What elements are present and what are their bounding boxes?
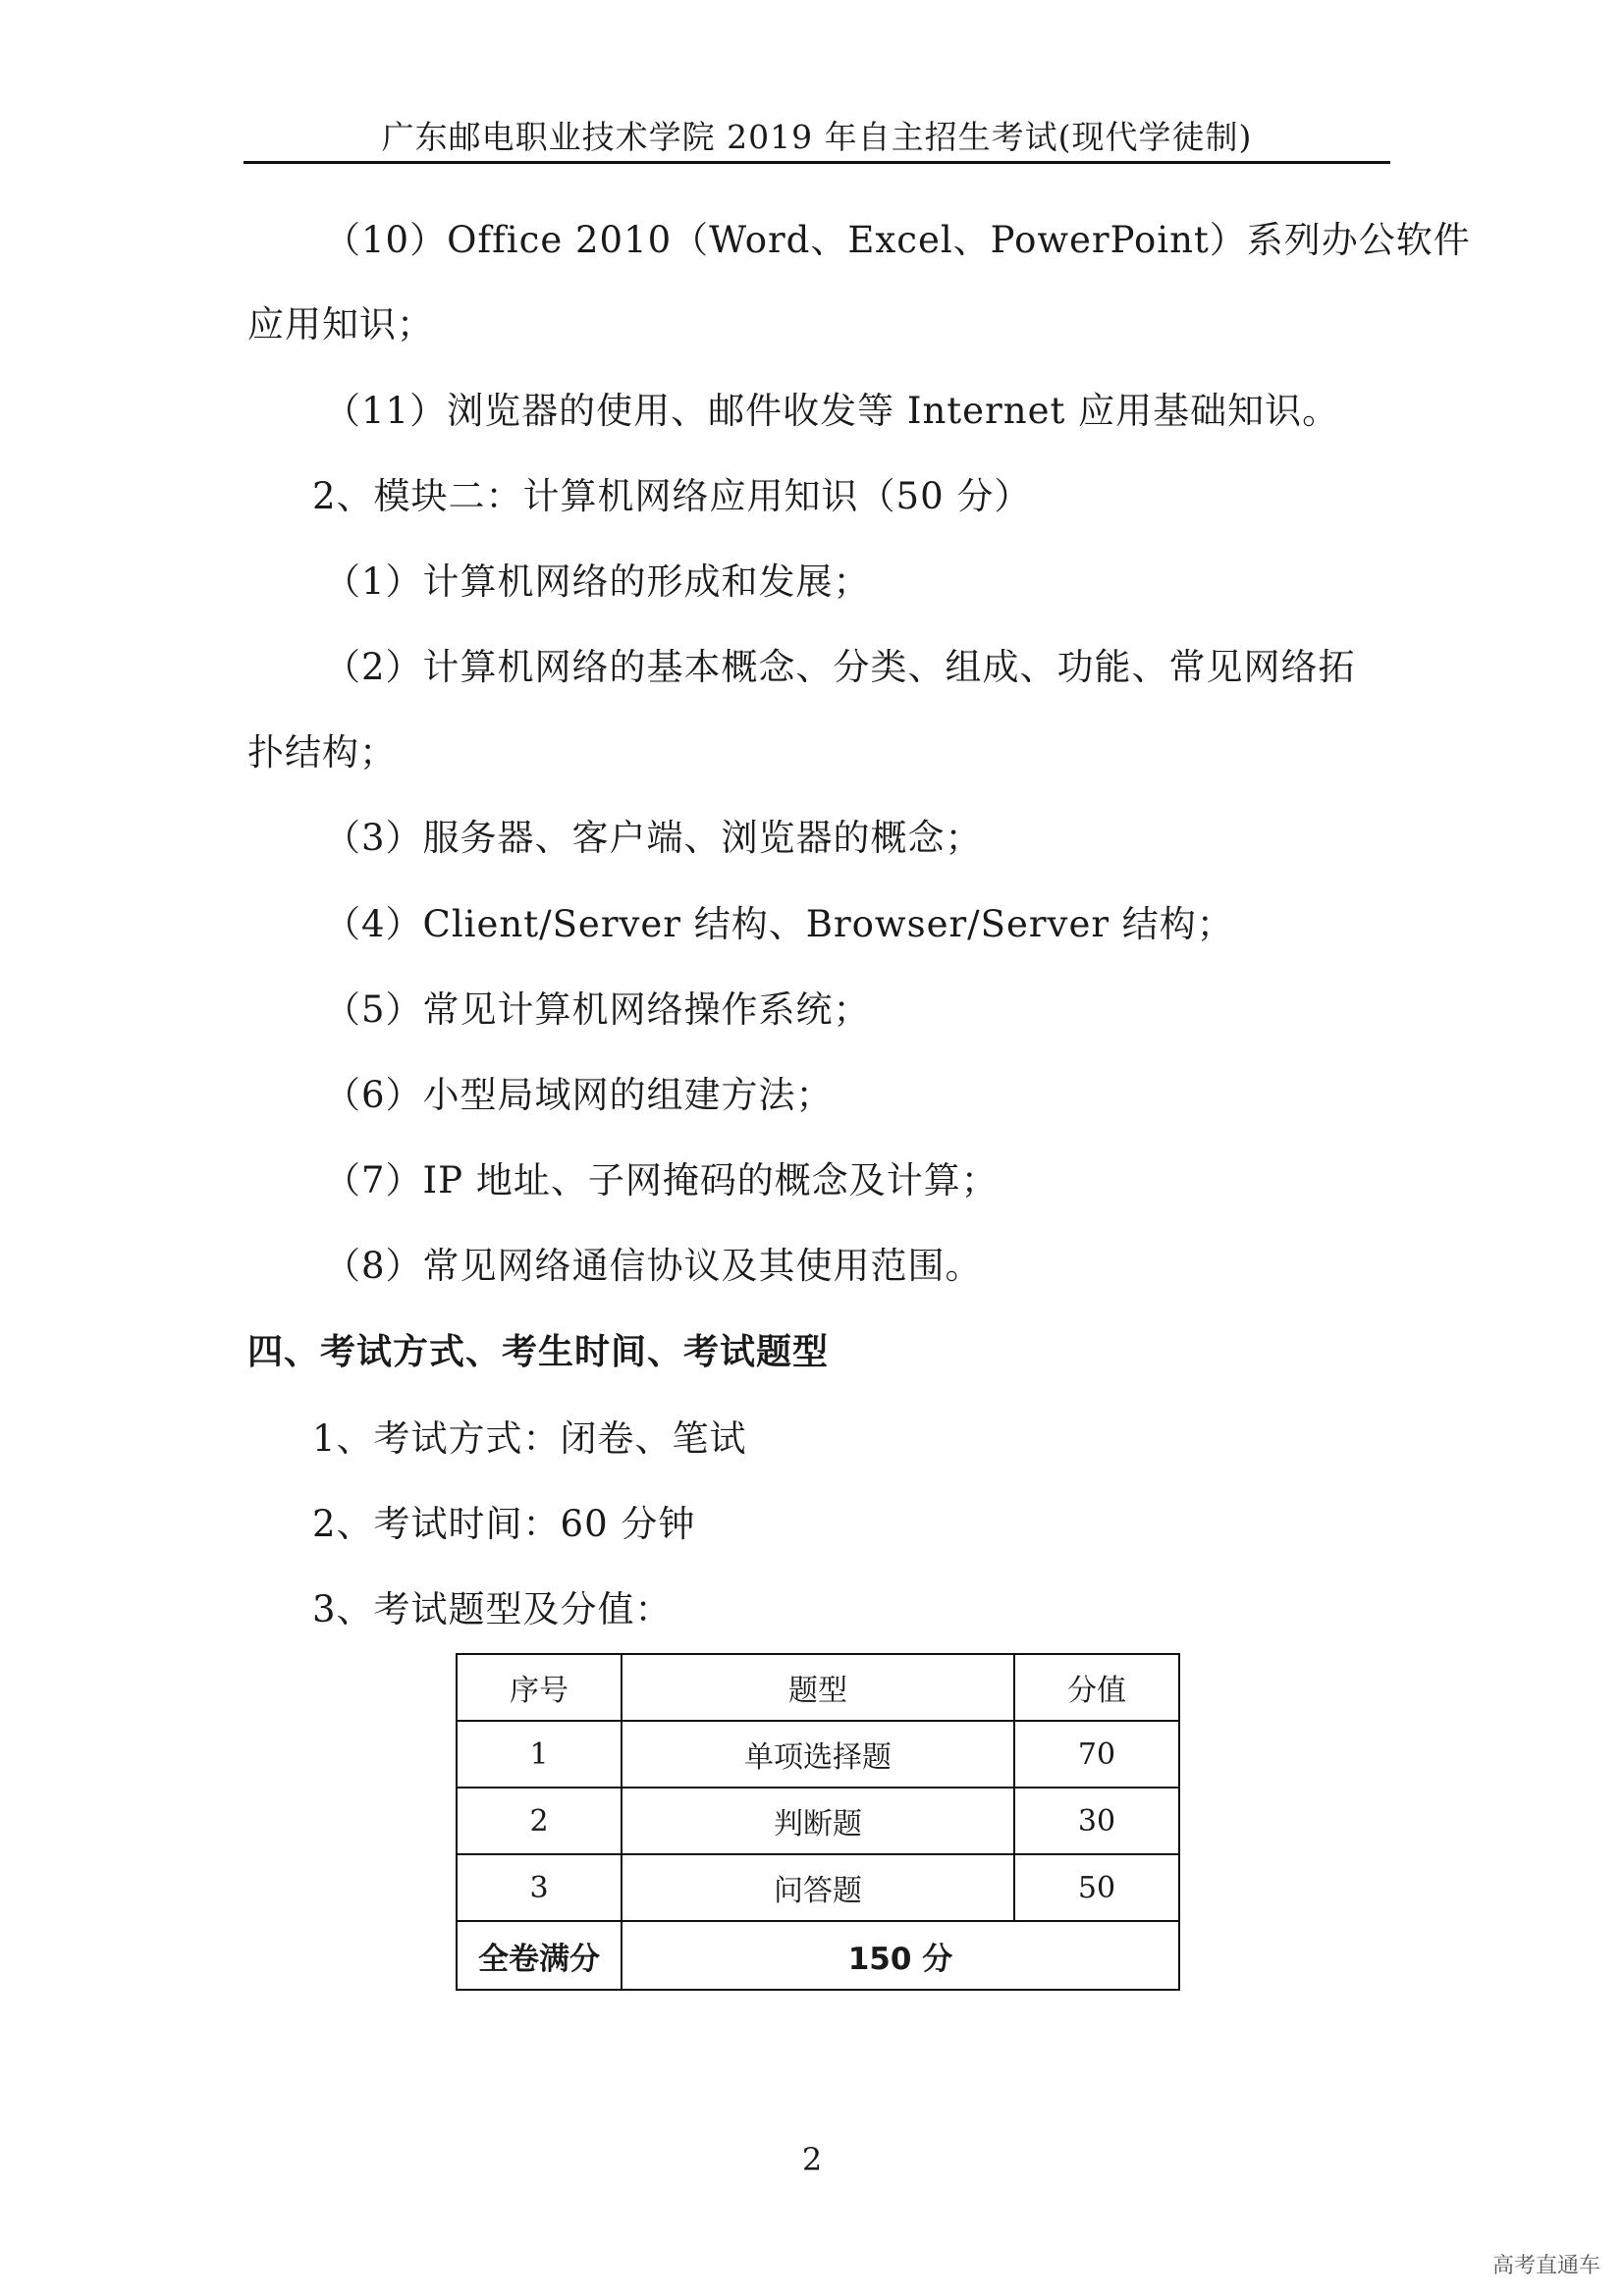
- table-cell: 3: [457, 1854, 622, 1921]
- module-2-item-8: （8）常见网络通信协议及其使用范围。: [324, 1245, 983, 1287]
- table-row: [457, 1788, 1179, 1854]
- module-2-item-1: （1）计算机网络的形成和发展；: [324, 561, 871, 603]
- item-11: （11）浏览器的使用、邮件收发等 Internet 应用基础知识。: [324, 390, 1340, 432]
- total-label-cell: 全卷满分: [457, 1921, 622, 1990]
- table-total-row: [457, 1921, 1179, 1990]
- table-row: [457, 1854, 1179, 1921]
- table-header-row: [457, 1654, 1179, 1721]
- table-cell: 50: [1014, 1854, 1179, 1921]
- module-2-item-5: （5）常见计算机网络操作系统；: [324, 988, 871, 1031]
- section-4-heading: 四、考试方式、考生时间、考试题型: [247, 1332, 830, 1372]
- item-10-line-1: （10）Office 2010（Word、Excel、PowerPoint）系列办公软件: [324, 219, 1471, 261]
- header-divider: [244, 161, 1390, 164]
- item-10-line-2: 应用知识；: [247, 303, 434, 346]
- page-number: 2: [801, 2141, 823, 2178]
- exam-duration: 2、考试时间：60 分钟: [312, 1503, 696, 1545]
- module-2-item-4: （4）Client/Server 结构、Browser/Server 结构；: [324, 903, 1234, 945]
- table-cell: 问答题: [622, 1854, 1014, 1921]
- total-value-cell: 150 分: [622, 1921, 1179, 1990]
- table-cell: 1: [457, 1721, 622, 1788]
- table-cell: 2: [457, 1788, 622, 1854]
- table-cell: 70: [1014, 1721, 1179, 1788]
- module-2-heading: 2、模块二：计算机网络应用知识（50 分）: [312, 475, 1032, 517]
- watermark-text: 高考直通车: [1491, 2254, 1600, 2278]
- module-2-item-3: （3）服务器、客户端、浏览器的概念；: [324, 817, 983, 859]
- header-cell-type: 题型: [622, 1654, 1014, 1721]
- page-header-title: 广东邮电职业技术学院 2019 年自主招生考试(现代学徒制): [381, 118, 1253, 156]
- table-row: [457, 1721, 1179, 1788]
- score-table: [456, 1653, 1180, 1991]
- table-cell: 单项选择题: [622, 1721, 1014, 1788]
- module-2-item-2-line-1: （2）计算机网络的基本概念、分类、组成、功能、常见网络拓: [324, 646, 1356, 688]
- module-2-item-7: （7）IP 地址、子网掩码的概念及计算；: [324, 1159, 999, 1201]
- module-2-item-2-line-2: 扑结构；: [247, 731, 397, 774]
- table-cell: 30: [1014, 1788, 1179, 1854]
- header-cell-number: 序号: [457, 1654, 622, 1721]
- exam-format: 1、考试方式：闭卷、笔试: [312, 1417, 747, 1460]
- exam-question-types-label: 3、考试题型及分值：: [312, 1588, 673, 1630]
- header-cell-score: 分值: [1014, 1654, 1179, 1721]
- table-cell: 判断题: [622, 1788, 1014, 1854]
- module-2-item-6: （6）小型局域网的组建方法；: [324, 1074, 834, 1116]
